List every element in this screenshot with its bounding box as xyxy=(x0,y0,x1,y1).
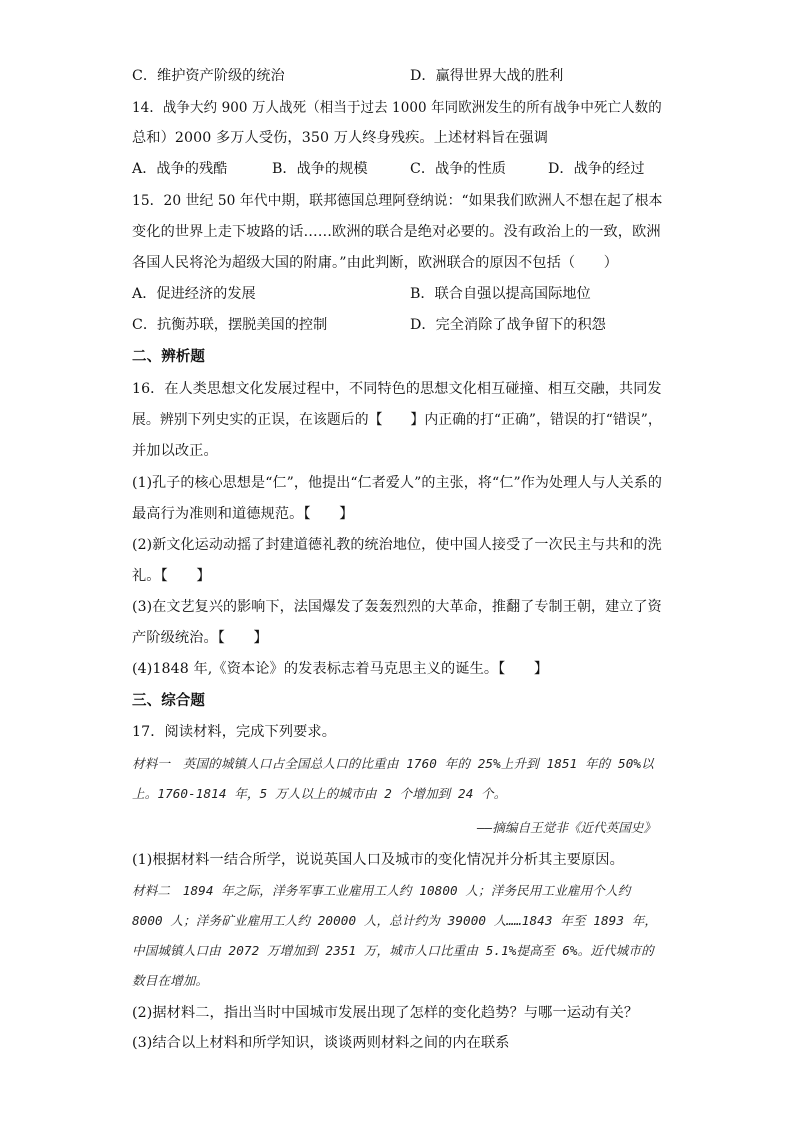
q16-stem-line3: 并加以改正。 xyxy=(132,443,218,459)
q16-item2-line1: (2)新文化运动动摇了封建道德礼教的统治地位，使中国人接受了一次民主与共和的洗 xyxy=(132,537,662,553)
q16-item2-line2: 礼。【 】 xyxy=(132,568,211,584)
q14-option-d: D．战争的经过 xyxy=(548,161,645,177)
q16-stem-line1: 16．在人类思想文化发展过程中，不同特色的思想文化相互碰撞、相互交融，共同发 xyxy=(132,381,662,397)
q17-material2-line4: 数目在增加。 xyxy=(132,973,209,988)
q17-question2: (2)据材料二，指出当时中国城市发展出现了怎样的变化趋势？与哪一运动有关？ xyxy=(132,1005,639,1021)
q17-material1-line1: 材料一 英国的城镇人口占全国总人口的比重由 1760 年的 25%上升到 1851 年的 50%以 xyxy=(132,756,654,771)
q15-stem-line2: 变化的世界上走下坡路的话……欧洲的联合是绝对必要的。没有政治上的一致，欧洲 xyxy=(132,224,661,240)
q16-item4-line1: (4)1848 年,《资本论》的发表标志着马克思主义的诞生。【 】 xyxy=(132,661,549,677)
q17-question1: (1)根据材料一结合所学，说说英国人口及城市的变化情况并分析其主要原因。 xyxy=(132,852,624,868)
q15-stem-line3: 各国人民将沦为超级大国的附庸。”由此判断，欧洲联合的原因不包括（ ） xyxy=(132,255,619,271)
q15-option-b: B．联合自强以提高国际地位 xyxy=(410,286,591,302)
q13-option-c: C．维护资产阶级的统治 xyxy=(132,68,285,84)
q15-option-d: D．完全消除了战争留下的积怨 xyxy=(410,317,606,333)
q17-stem: 17．阅读材料，完成下列要求。 xyxy=(132,724,336,740)
q17-material2-line3: 中国城镇人口由 2072 万增加到 2351 万，城市人口比重由 5.1%提高至 6%。近代城市的 xyxy=(132,943,654,958)
q16-item3-line2: 产阶级统治。【 】 xyxy=(132,630,268,646)
q14-stem-line2: 总和）2000 多万人受伤，350 万人终身残疾。上述材料旨在强调 xyxy=(132,130,549,146)
q16-stem-line2: 展。辨别下列史实的正误，在该题后的【 】内正确的打“正确”，错误的打“错误”， xyxy=(132,412,662,428)
q13-option-d: D．赢得世界大战的胜利 xyxy=(410,68,564,84)
q14-option-a: A．战争的残酷 xyxy=(132,161,228,177)
q15-stem-line1: 15．20 世纪 50 年代中期，联邦德国总理阿登纳说：“如果我们欧洲人不想在起了根本 xyxy=(132,193,663,209)
q16-item3-line1: (3)在文艺复兴的影响下，法国爆发了轰轰烈烈的大革命，推翻了专制王朝，建立了资 xyxy=(132,599,662,615)
q16-item1-line2: 最高行为准则和道德规范。【 】 xyxy=(132,506,354,522)
q15-option-a: A．促进经济的发展 xyxy=(132,286,256,302)
q14-option-b: B．战争的规模 xyxy=(272,161,368,177)
q14-option-c: C．战争的性质 xyxy=(410,161,506,177)
section2-title: 二、辨析题 xyxy=(132,349,205,365)
q15-option-c: C．抗衡苏联，摆脱美国的控制 xyxy=(132,317,328,333)
section3-title: 三、综合题 xyxy=(132,693,205,709)
q17-material1-source: ——摘编自王觉非《近代英国史》 xyxy=(477,820,656,835)
q17-material2-line1: 材料二 1894 年之际，洋务军事工业雇用工人约 10800 人；洋务民用工业雇用个人约 xyxy=(132,883,631,898)
q16-item1-line1: (1)孔子的核心思想是“仁”，他提出“仁者爱人”的主张，将“仁”作为处理人与人关系的 xyxy=(132,475,663,491)
q17-material2-line2: 8000 人；洋务矿业雇用工人约 20000 人，总计约为 39000 人……1843 年至 1893 年， xyxy=(132,913,658,928)
q17-question3: (3)结合以上材料和所学知识，谈谈两则材料之间的内在联系 xyxy=(132,1035,510,1051)
q17-material1-line2: 上。1760-1814 年，5 万人以上的城市由 2 个增加到 24 个。 xyxy=(132,786,507,801)
q14-stem-line1: 14．战争大约 900 万人战死（相当于过去 1000 年同欧洲发生的所有战争中死亡人数的 xyxy=(132,100,662,116)
